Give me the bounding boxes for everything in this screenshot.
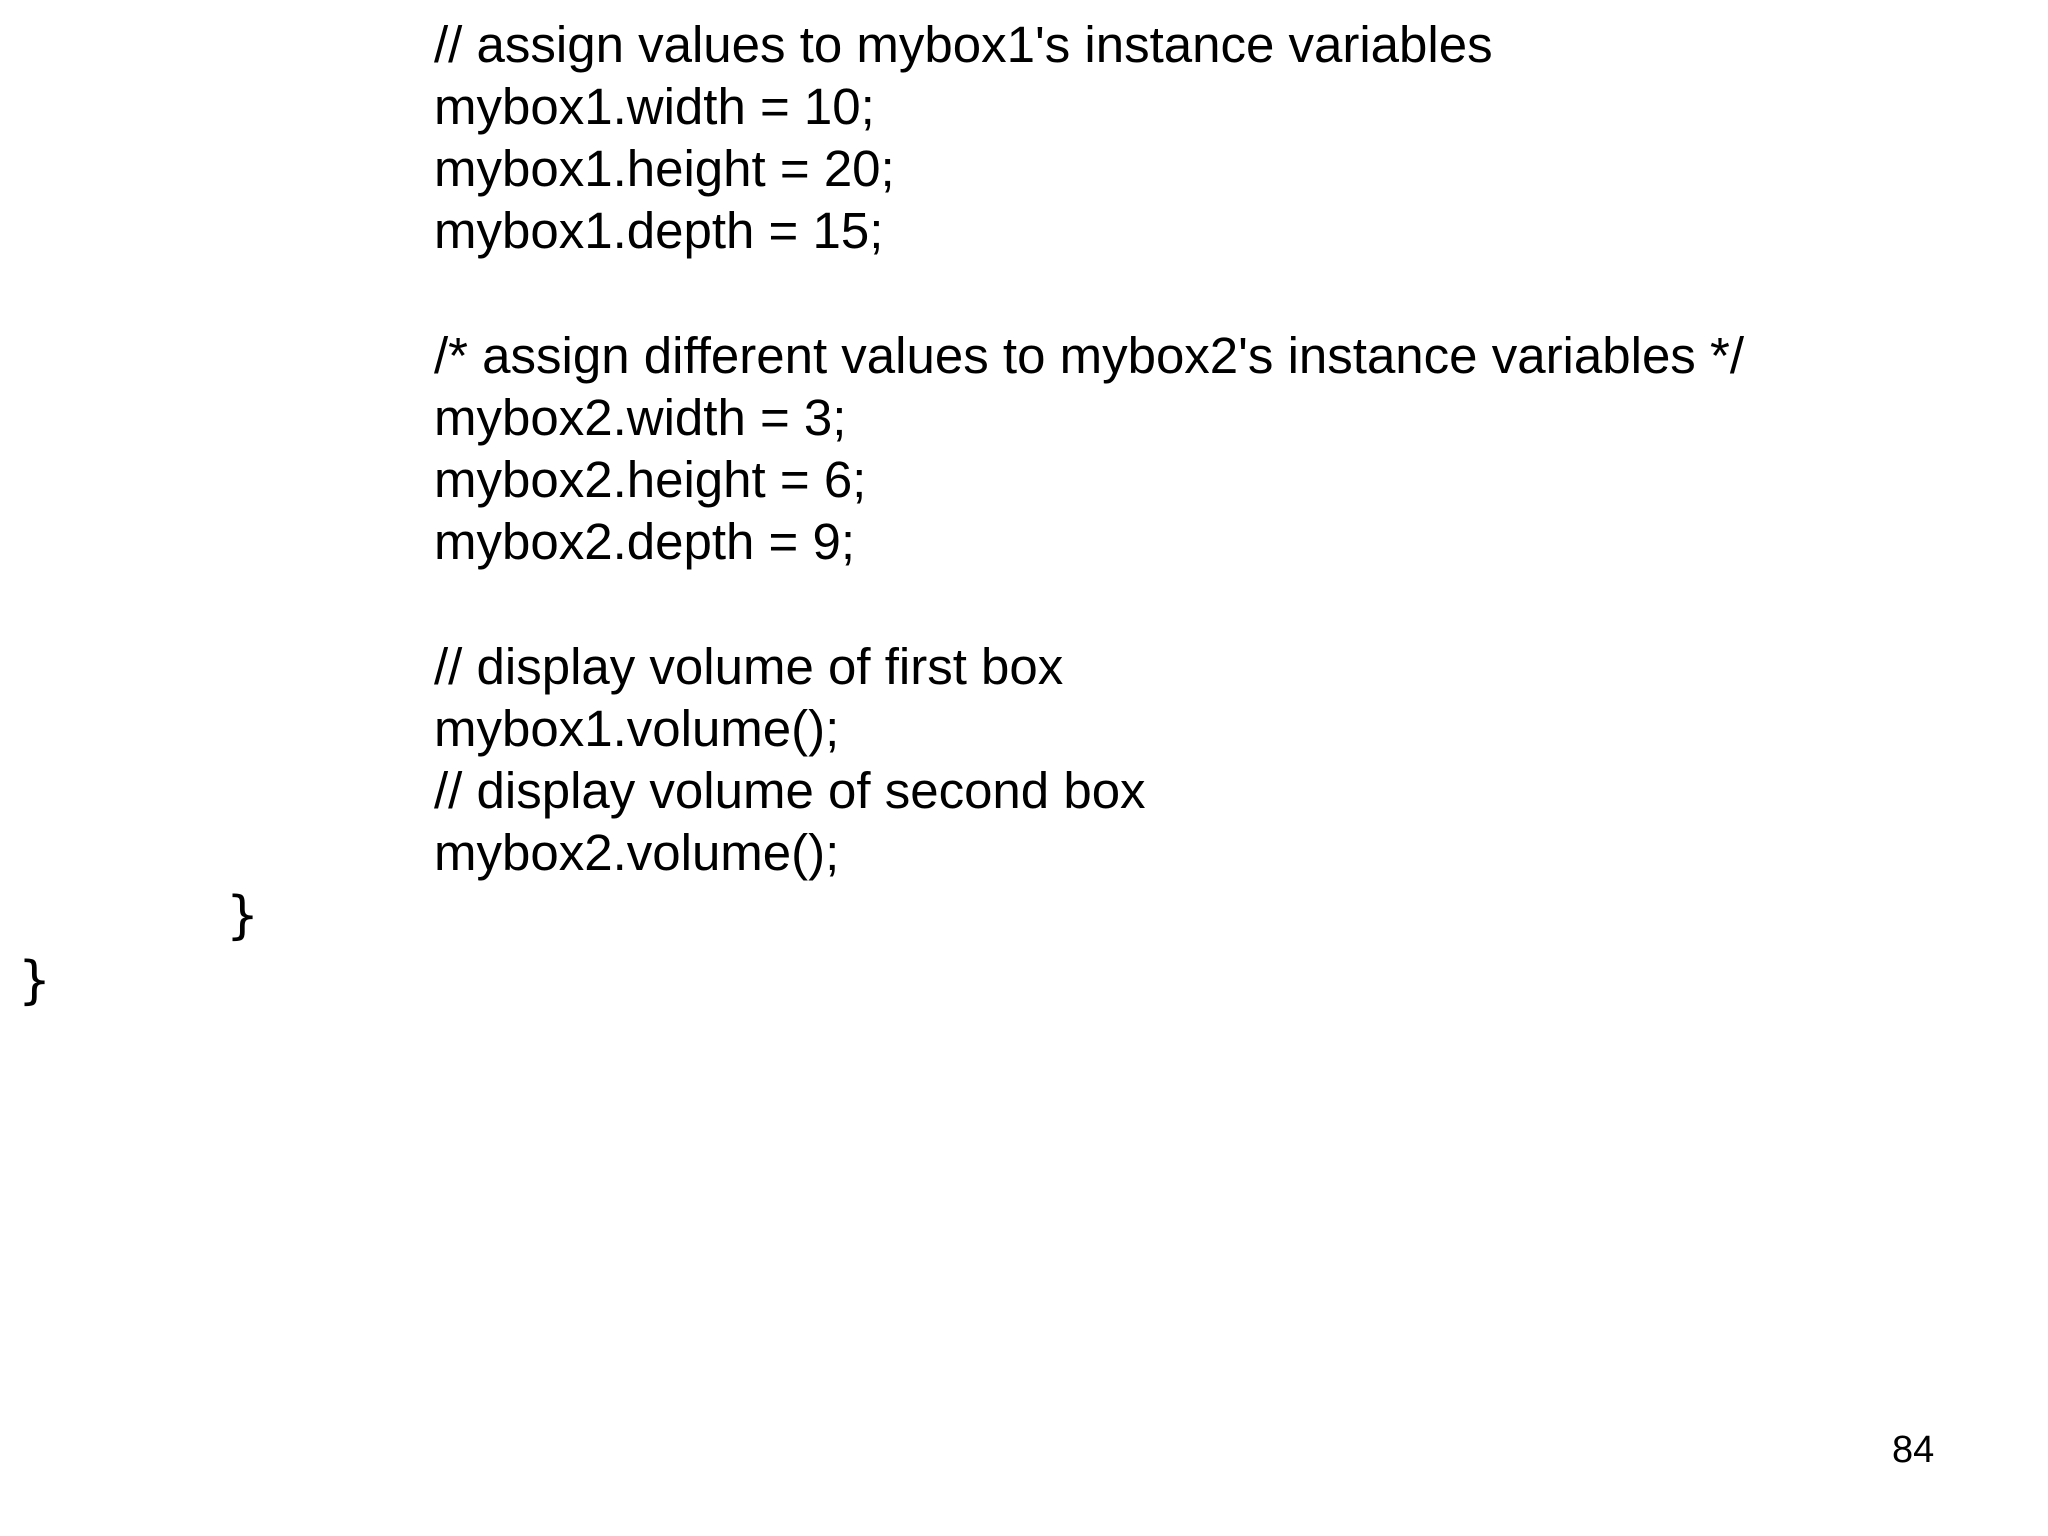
code-comment-display-first: // display volume of first box (434, 638, 1064, 695)
code-comment-assign-mybox2: /* assign different values to mybox2's instance variables */ (434, 327, 1744, 384)
code-line-mybox1-volume: mybox1.volume(); (434, 700, 840, 757)
code-close-brace-class: } (18, 951, 52, 1011)
code-line-mybox1-width: mybox1.width = 10; (434, 78, 875, 135)
code-comment-display-second: // display volume of second box (434, 762, 1146, 819)
code-line-mybox1-depth: mybox1.depth = 15; (434, 202, 884, 259)
code-line-mybox2-width: mybox2.width = 3; (434, 389, 847, 446)
code-line-mybox2-depth: mybox2.depth = 9; (434, 513, 856, 570)
code-comment-assign-mybox1: // assign values to mybox1's instance variables (434, 16, 1493, 73)
code-line-mybox1-height: mybox1.height = 20; (434, 140, 895, 197)
page-number: 84 (1892, 1429, 1935, 1471)
code-line-mybox2-height: mybox2.height = 6; (434, 451, 867, 508)
code-line-mybox2-volume: mybox2.volume(); (434, 824, 840, 881)
code-close-brace-method: } (226, 886, 260, 946)
